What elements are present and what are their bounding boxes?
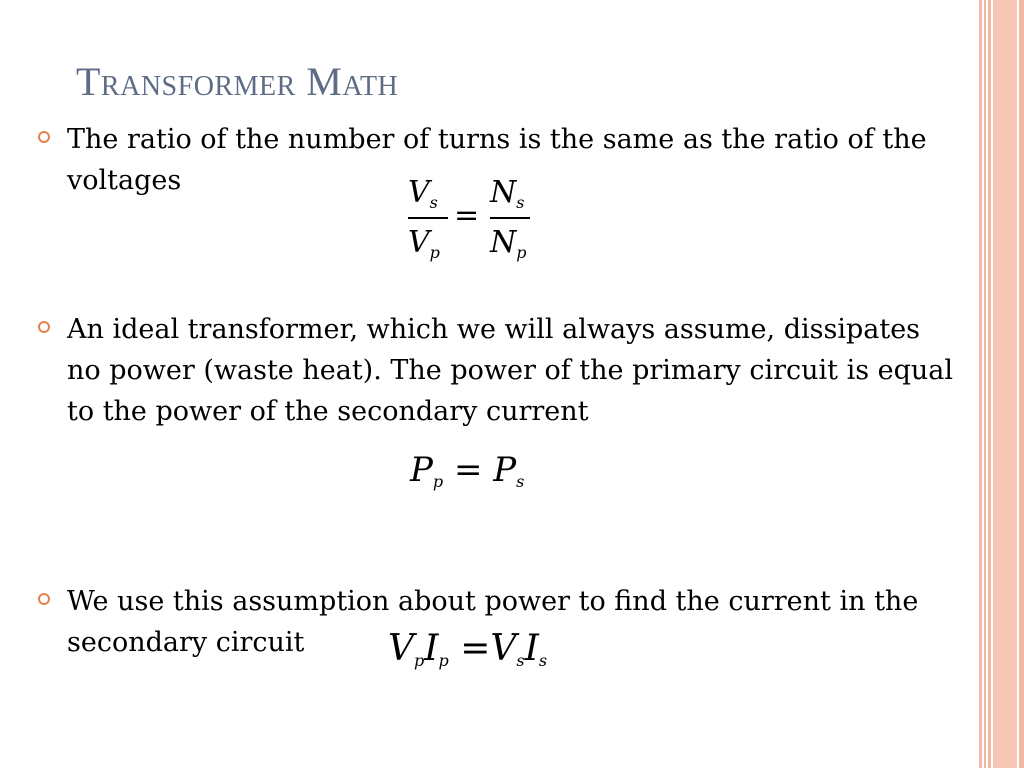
decorative-stripe [993, 0, 1017, 768]
bullet-marker-icon [38, 321, 50, 333]
fraction-denominator: $N_p$ [490, 225, 527, 262]
decorative-stripe [988, 0, 991, 768]
bullet-marker-icon [38, 593, 50, 605]
slide-title: Transformer Math [76, 59, 399, 104]
fraction-bar [408, 217, 448, 219]
power-equation: $P_p = P_s$ [410, 450, 525, 491]
equals-sign: = [454, 198, 480, 233]
fraction-numerator: $N_s$ [490, 175, 525, 212]
fraction-numerator: $V_s$ [408, 175, 438, 212]
bullet-marker-icon [38, 131, 50, 143]
decorative-stripe [984, 0, 986, 768]
bullet-item [38, 309, 958, 432]
decorative-stripe [1019, 0, 1024, 768]
bullet-text: An ideal transformer, which we will always assume, dissipates no power (waste heat). The power of the primary circuit is equal to the power of the secondary current [67, 314, 954, 427]
fraction-denominator: $V_p$ [408, 225, 440, 262]
decorative-stripe [979, 0, 982, 768]
bullet-text: The ratio of the number of turns is the same as the ratio of the voltages [67, 124, 927, 196]
fraction-bar [490, 217, 530, 219]
bullet-text: We use this assumption about power to find the current in the secondary circuit [67, 586, 919, 658]
ratio-equation [408, 175, 548, 275]
current-equation: $V_pI_p =V_sI_s$ [388, 628, 548, 670]
